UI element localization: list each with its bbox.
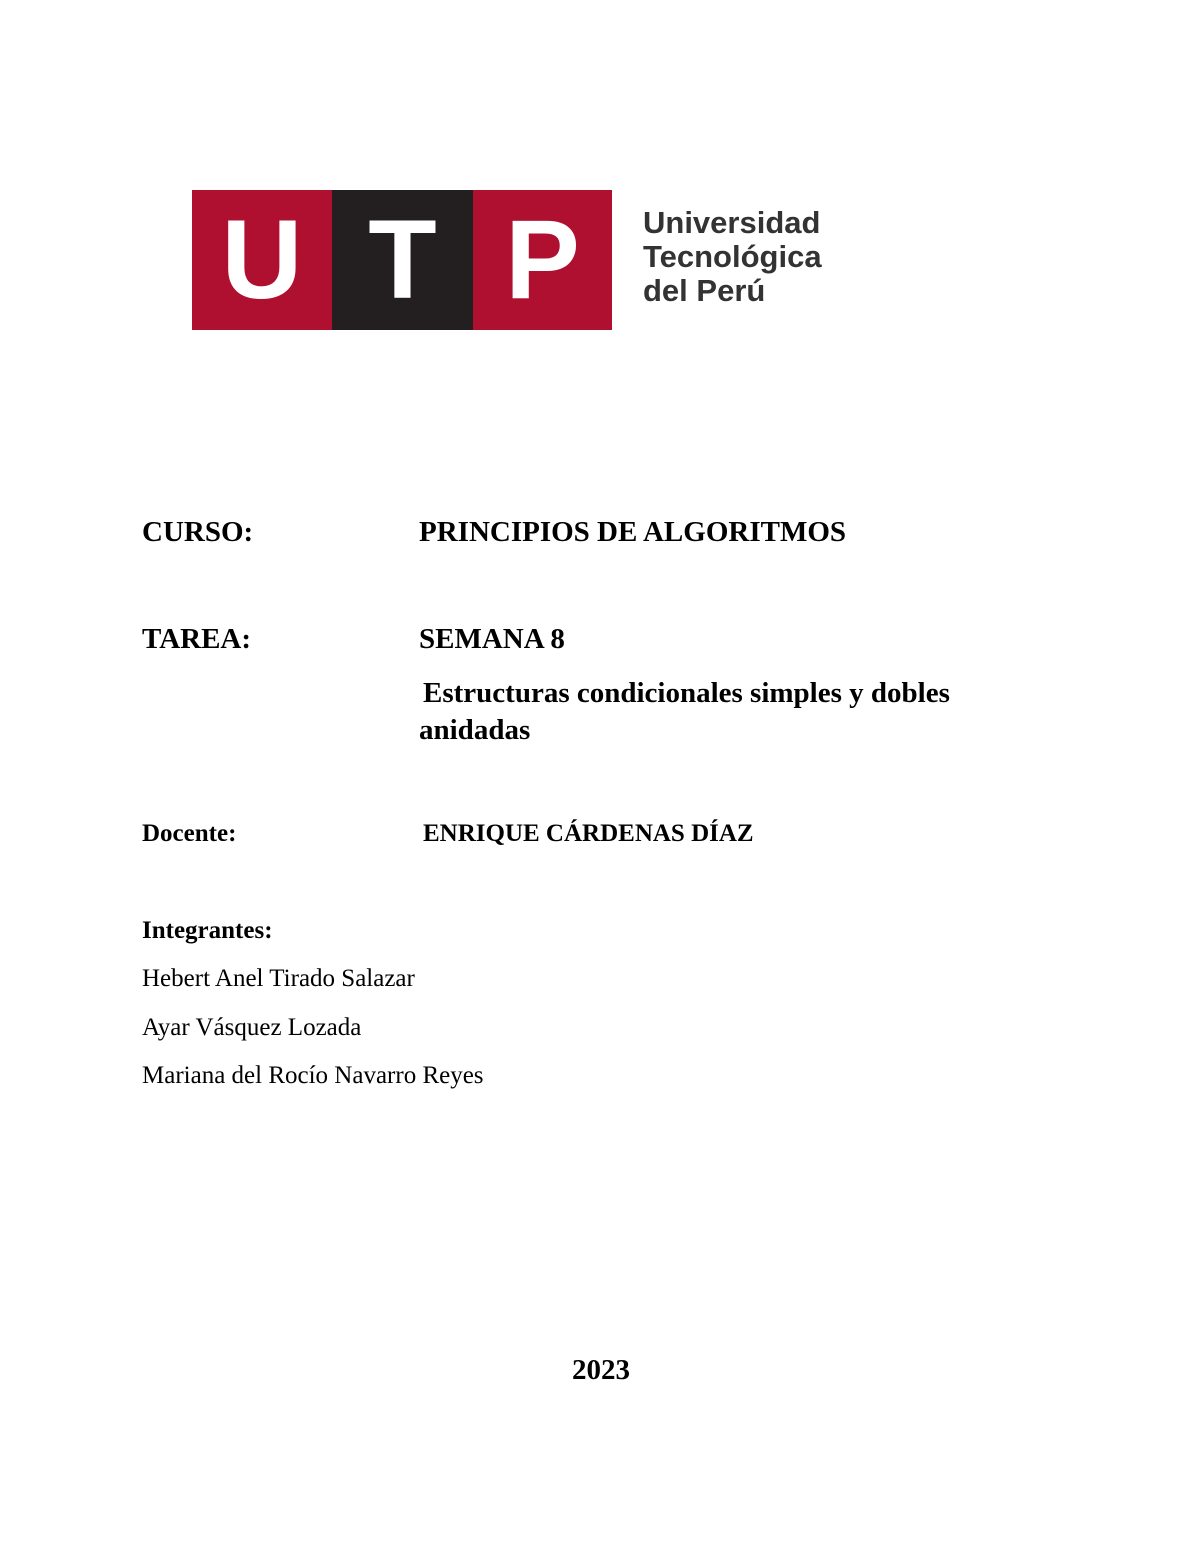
year: 2023 bbox=[572, 1354, 630, 1386]
course-value: PRINCIPIOS DE ALGORITMOS bbox=[419, 516, 847, 548]
logo-block-t bbox=[332, 190, 473, 330]
logo-block-u bbox=[192, 190, 332, 330]
university-name bbox=[643, 206, 822, 308]
task-topic-line-2: anidadas bbox=[419, 714, 531, 746]
utp-logo bbox=[192, 190, 612, 330]
member-name: Mariana del Rocío Navarro Reyes bbox=[142, 1062, 484, 1089]
logo-block-p bbox=[473, 190, 612, 330]
members-label: Integrantes: bbox=[142, 917, 273, 944]
university-name-line-2: Tecnológica bbox=[643, 239, 822, 274]
task-label: TAREA: bbox=[142, 623, 252, 655]
logo-letter-p: P bbox=[505, 197, 580, 322]
teacher-value: ENRIQUE CÁRDENAS DÍAZ bbox=[423, 820, 754, 847]
course-label: CURSO: bbox=[142, 516, 254, 548]
task-value: SEMANA 8 bbox=[419, 623, 565, 655]
task-topic-line-1: Estructuras condicionales simples y dobles bbox=[423, 677, 950, 709]
member-name: Ayar Vásquez Lozada bbox=[142, 1014, 362, 1041]
logo-letter-t: T bbox=[368, 197, 437, 322]
university-name-line-3: del Perú bbox=[643, 273, 766, 308]
teacher-label: Docente: bbox=[142, 820, 237, 847]
member-name: Hebert Anel Tirado Salazar bbox=[142, 965, 415, 992]
logo-letter-u: U bbox=[221, 197, 303, 322]
university-name-line-1: Universidad bbox=[643, 205, 821, 240]
